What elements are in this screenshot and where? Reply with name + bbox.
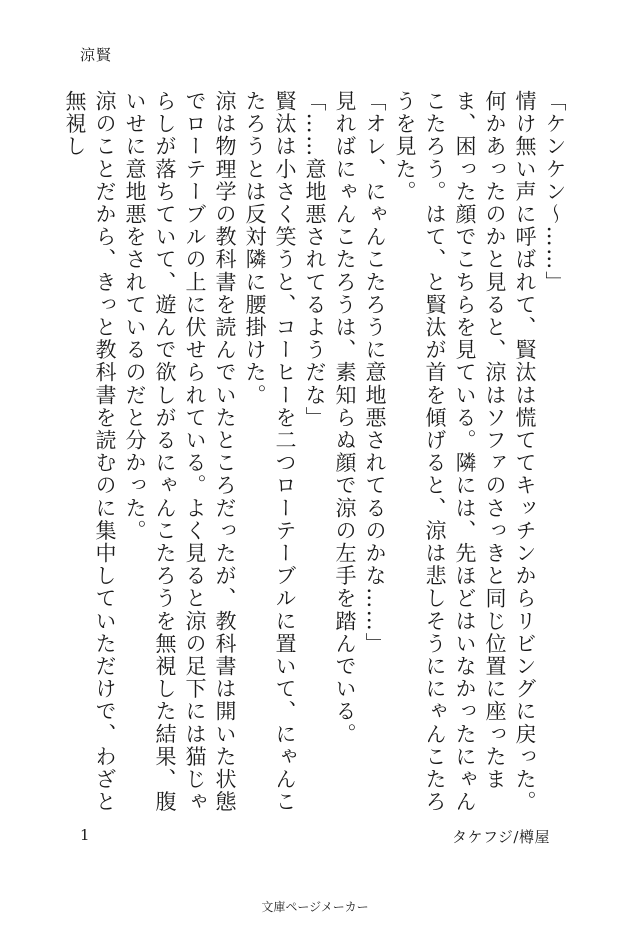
author-name: タケフジ/樽屋 [452,828,550,846]
page-header-title: 涼賢 [80,46,113,64]
paragraph: 情け無い声に呼ばれて、賢汰は慌ててキッチンからリビングに戻った。何かあったのかと見ると、涼はソファのさっきと同じ位置に座ったまま、困った顔でこちらを見ている。隣には、先ほどはいなかったにゃんこたろう。はて、と賢汰が首を傾げると、涼は悲しそうににゃんこたろうを見た。 [393,90,537,814]
page-number: 1 [80,826,90,844]
paragraph: 見ればにゃんこたろうは、素知らぬ顔で涼の左手を踏んでいる。 [333,90,357,746]
paragraph: 「ケンケン〜……」 [543,90,567,294]
paragraph: 涼は物理学の教科書を読んでいたところだったが、教科書は開いた状態でローテーブルの上に伏せられている。よく見ると涼の足下には猫じゃらしが落ちていて、遊んで欲しがるにゃんこたろうを無視した結果、腹いせに意地悪をされているのだと分かった。 [123,90,237,814]
paragraph: 「オレ、にゃんこたろうに意地悪されてるのかな……」 [363,90,387,655]
paragraph: 賢汰は小さく笑うと、コーヒーを二つローテーブルに置いて、にゃんこたろうとは反対隣に腰掛けた。 [243,90,297,814]
app-credit: 文庫ページメーカー [261,900,369,914]
vertical-body-text [60,90,570,820]
paragraph: 涼のことだから、きっと教科書を読むのに集中していただけで、わざと無視し [63,90,117,814]
paragraph: 「……意地悪されてるようだな」 [303,90,327,429]
page-footer [80,826,550,846]
